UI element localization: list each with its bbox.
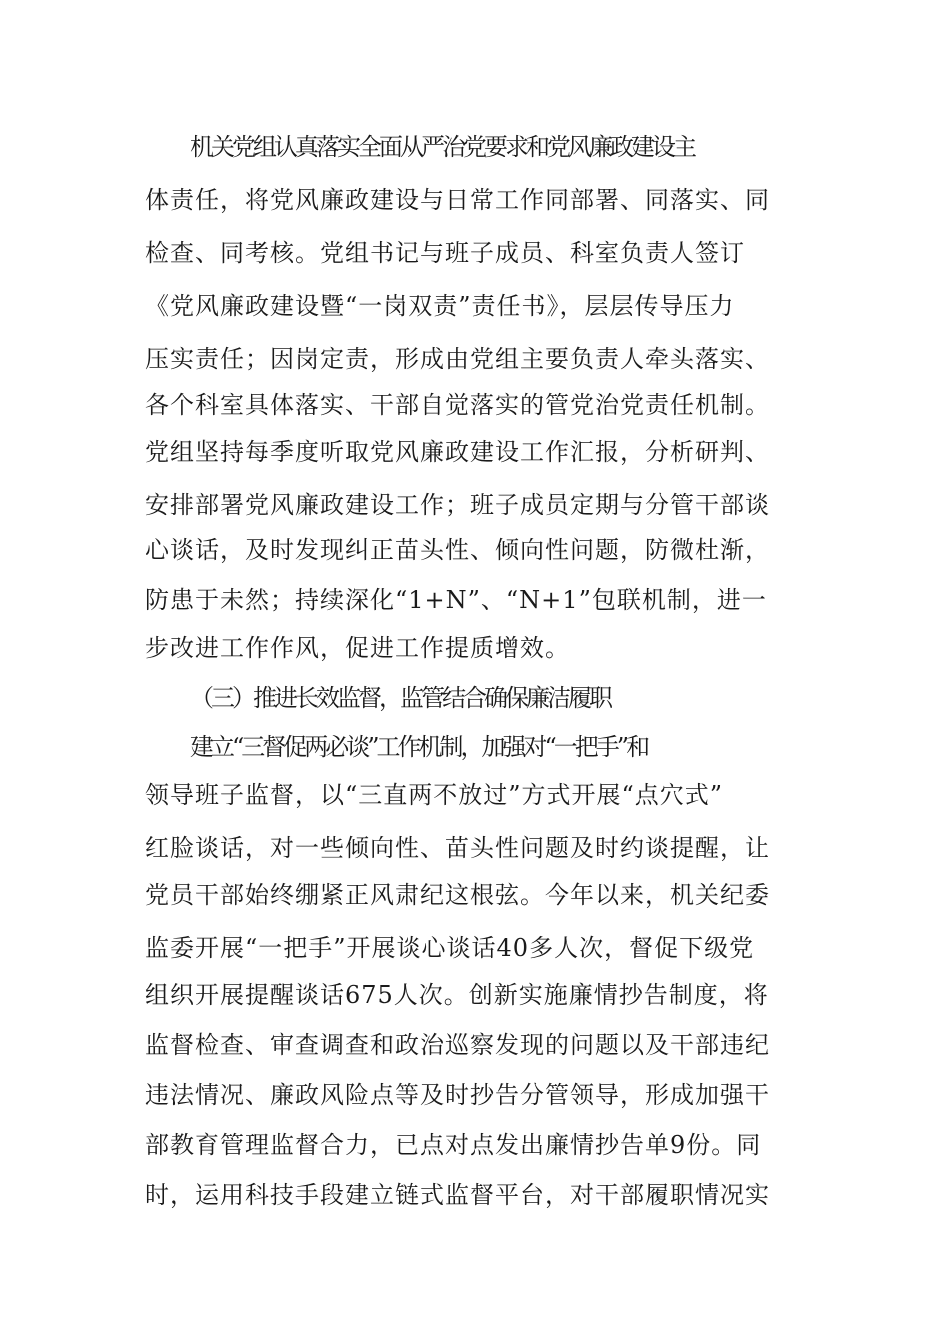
paragraph-1-line-6: 各个科室具体落实、干部自觉落实的管党治党责任机制。	[145, 391, 770, 419]
paragraph-1-line-7: 党组坚持每季度听取党风廉政建设工作汇报，分析研判、	[145, 438, 770, 466]
paragraph-2-line-8: 违法情况、廉政风险点等及时抄告分管领导，形成加强干	[145, 1081, 770, 1109]
paragraph-1-line-8: 安排部署党风廉政建设工作；班子成员定期与分管干部谈	[145, 491, 770, 519]
paragraph-1-line-9: 心谈话，及时发现纠正苗头性、倾向性问题，防微杜渐，	[145, 536, 770, 564]
paragraph-1-line-3: 检查、同考核。党组书记与班子成员、科室负责人签订	[145, 239, 745, 267]
paragraph-1-line-5: 压实责任；因岗定责，形成由党组主要负责人牵头落实、	[145, 345, 770, 373]
paragraph-1-line-2: 体责任，将党风廉政建设与日常工作同部署、同落实、同	[145, 186, 770, 214]
paragraph-1-line-10: 防患于未然；持续深化“1+N”、“N+1”包联机制，进一	[145, 586, 767, 614]
paragraph-2-line-4: 党员干部始终绷紧正风肃纪这根弦。今年以来，机关纪委	[145, 881, 770, 909]
paragraph-2-line-7: 监督检查、审查调查和政治巡察发现的问题以及干部违纪	[145, 1031, 770, 1059]
paragraph-2-line-10: 时，运用科技手段建立链式监督平台，对干部履职情况实	[145, 1181, 770, 1209]
section-heading: （三）推进长效监督，监管结合确保廉洁履职	[190, 684, 610, 712]
paragraph-2-line-2: 领导班子监督，以“三直两不放过”方式开展“点穴式”	[145, 781, 724, 809]
paragraph-2-line-1: 建立“三督促两必谈”工作机制，加强对“一把手”和	[190, 733, 648, 761]
paragraph-2-line-5: 监委开展“一把手”开展谈心谈话40多人次，督促下级党	[145, 934, 755, 962]
paragraph-1-line-11: 步改进工作作风，促进工作提质增效。	[145, 634, 570, 662]
paragraph-1-line-1: 机关党组认真落实全面从严治党要求和党风廉政建设主	[190, 133, 694, 161]
paragraph-2-line-6: 组织开展提醒谈话675人次。创新实施廉情抄告制度，将	[145, 981, 769, 1009]
paragraph-1-line-4: 《党风廉政建设暨“一岗双责”责任书》，层层传导压力	[145, 292, 735, 320]
paragraph-2-line-9: 部教育管理监督合力，已点对点发出廉情抄告单9份。同	[145, 1131, 762, 1159]
paragraph-2-line-3: 红脸谈话，对一些倾向性、苗头性问题及时约谈提醒，让	[145, 834, 770, 862]
